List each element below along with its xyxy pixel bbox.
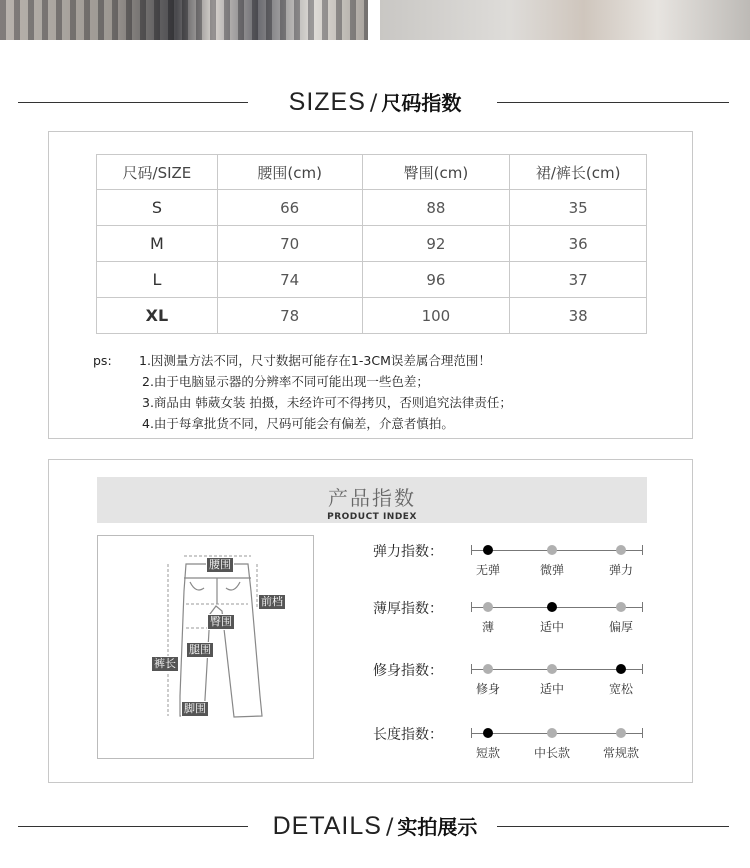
product-index-subtitle: PRODUCT INDEX bbox=[327, 512, 417, 522]
waist-cell: 70 bbox=[217, 226, 362, 262]
scale-dot bbox=[483, 664, 493, 674]
size-table-header: 裙/裤长(cm) bbox=[510, 155, 647, 190]
details-title-cn: 实拍展示 bbox=[397, 815, 478, 839]
product-index-title: 产品指数 bbox=[328, 486, 416, 510]
length-cell: 37 bbox=[510, 262, 647, 298]
size-chart-panel bbox=[48, 131, 693, 439]
scale-option: 常规款 bbox=[602, 746, 639, 760]
length-cell: 35 bbox=[510, 190, 647, 226]
size-cell: M bbox=[97, 226, 218, 262]
scale-endcap bbox=[471, 602, 472, 612]
scale-option: 无弹 bbox=[475, 563, 500, 577]
sizes-title-cn: 尺码指数 bbox=[381, 91, 462, 115]
scale-endcap bbox=[642, 602, 643, 612]
scale-endcap bbox=[642, 664, 643, 674]
product-photo-right bbox=[380, 0, 750, 40]
product-photo-strip bbox=[0, 0, 750, 40]
size-table-row bbox=[97, 262, 647, 298]
scale-dot bbox=[547, 728, 557, 738]
elasticity-scale bbox=[373, 541, 673, 581]
waist-cell: 74 bbox=[217, 262, 362, 298]
scale-endcap bbox=[642, 545, 643, 555]
length-cell: 38 bbox=[510, 298, 647, 334]
scale-label: 长度指数： bbox=[373, 727, 443, 743]
hip-cell: 92 bbox=[362, 226, 510, 262]
sizes-title-en: SIZES bbox=[288, 88, 366, 116]
scale-dot bbox=[483, 728, 493, 738]
size-cell: L bbox=[97, 262, 218, 298]
scale-option: 薄 bbox=[481, 620, 494, 634]
waist-cell: 78 bbox=[217, 298, 362, 334]
scale-option: 微弹 bbox=[539, 563, 564, 577]
product-index-panel bbox=[48, 459, 693, 783]
details-title-en: DETAILS bbox=[272, 812, 382, 840]
size-table-header: 腰围(cm) bbox=[217, 155, 362, 190]
label-waist: 腰围 bbox=[206, 557, 234, 573]
size-table-row bbox=[97, 226, 647, 262]
notes-label: ps: bbox=[93, 353, 112, 368]
details-heading bbox=[0, 806, 750, 846]
scale-option: 修身 bbox=[475, 682, 500, 696]
scale-dot bbox=[547, 545, 557, 555]
size-table-header: 尺码/SIZE bbox=[97, 155, 218, 190]
scale-option: 中长款 bbox=[533, 746, 570, 760]
size-table-row bbox=[97, 298, 647, 334]
scale-endcap bbox=[471, 545, 472, 555]
sizes-title-separator: / bbox=[369, 91, 378, 116]
pants-diagram bbox=[97, 535, 314, 759]
product-photo-left bbox=[0, 0, 368, 40]
scale-option: 偏厚 bbox=[608, 620, 633, 634]
sizes-heading bbox=[0, 82, 750, 122]
size-cell: S bbox=[97, 190, 218, 226]
label-thigh: 腿围 bbox=[186, 642, 214, 658]
scale-dot bbox=[616, 728, 626, 738]
product-index-banner bbox=[97, 477, 647, 523]
size-table-header: 臀围(cm) bbox=[362, 155, 510, 190]
note-item: 1.因测量方法不同，尺寸数据可能存在1-3CM误差属合理范围！ bbox=[139, 353, 491, 368]
scale-dot bbox=[483, 602, 493, 612]
hip-cell: 100 bbox=[362, 298, 510, 334]
label-hip: 臀围 bbox=[207, 614, 235, 630]
hip-cell: 88 bbox=[362, 190, 510, 226]
scale-option: 短款 bbox=[475, 746, 500, 760]
length-scale bbox=[373, 724, 673, 764]
scale-label: 薄厚指数： bbox=[373, 601, 443, 617]
scale-dot bbox=[616, 545, 626, 555]
scale-option: 适中 bbox=[539, 682, 564, 696]
scale-endcap bbox=[471, 664, 472, 674]
size-table-row bbox=[97, 190, 647, 226]
scale-option: 适中 bbox=[539, 620, 564, 634]
size-table bbox=[96, 154, 647, 334]
note-item: 3.商品由 韩葳女装 拍摄，未经许可不得拷贝，否则追究法律责任； bbox=[142, 395, 512, 410]
scale-endcap bbox=[642, 728, 643, 738]
scale-endcap bbox=[471, 728, 472, 738]
scale-option: 弹力 bbox=[608, 563, 633, 577]
scale-dot bbox=[547, 602, 557, 612]
thickness-scale bbox=[373, 598, 673, 638]
size-table-header-row bbox=[97, 155, 647, 190]
waist-cell: 66 bbox=[217, 190, 362, 226]
scale-label: 弹力指数： bbox=[373, 544, 443, 560]
scale-dot bbox=[483, 545, 493, 555]
label-length: 裤长 bbox=[151, 656, 179, 672]
scale-label: 修身指数： bbox=[373, 663, 443, 679]
size-cell: XL bbox=[97, 298, 218, 334]
details-title-separator: / bbox=[385, 815, 394, 840]
label-front-rise: 前档 bbox=[258, 594, 286, 610]
label-hem: 脚围 bbox=[181, 701, 209, 717]
scale-dot bbox=[616, 602, 626, 612]
hip-cell: 96 bbox=[362, 262, 510, 298]
fit-scale bbox=[373, 660, 673, 700]
scale-dot bbox=[616, 664, 626, 674]
note-item: 2.由于电脑显示器的分辨率不同可能出现一些色差； bbox=[142, 374, 429, 389]
scale-dot bbox=[547, 664, 557, 674]
length-cell: 36 bbox=[510, 226, 647, 262]
scale-option: 宽松 bbox=[608, 682, 633, 696]
note-item: 4.由于每拿批货不同，尺码可能会有偏差，介意者慎拍。 bbox=[142, 416, 454, 431]
